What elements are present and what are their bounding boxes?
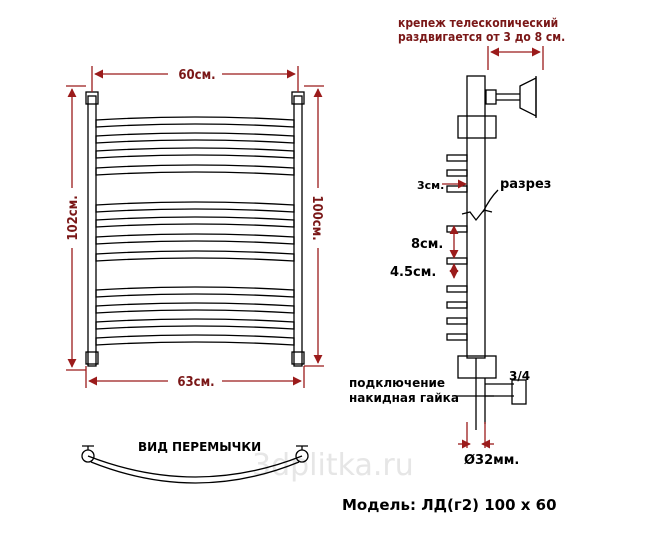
dim45-label: 4.5см. xyxy=(390,265,437,280)
rail-stub-8 xyxy=(447,318,467,324)
rail-stub-3 xyxy=(447,186,467,192)
connection-line1: подключение xyxy=(349,376,446,390)
model-label: Модель: ЛД(г2) 100 х 60 xyxy=(342,496,557,514)
right-height-label: 100см. xyxy=(309,195,324,241)
bridge-view-label: ВИД ПЕРЕМЫЧКИ xyxy=(138,440,262,454)
rail-9 xyxy=(96,287,294,297)
rail-stub-5 xyxy=(447,258,467,264)
left-height-label: 102см. xyxy=(66,195,81,241)
rail-stub-6 xyxy=(447,286,467,292)
rail-3 xyxy=(96,148,294,158)
rail-7 xyxy=(96,234,294,244)
watermark: 3dplitka.ru xyxy=(252,448,414,483)
wall-flange xyxy=(520,78,536,116)
bracket-block xyxy=(486,90,496,104)
mount-note-line1: крепеж телескопический xyxy=(398,16,559,30)
rail-5 xyxy=(96,202,294,212)
rails xyxy=(96,117,294,345)
dim3-label: 3см. xyxy=(417,179,445,192)
fitting-label: 3/4 xyxy=(509,369,531,383)
right-post xyxy=(294,96,302,366)
union-nut xyxy=(512,380,526,404)
upper-collar xyxy=(458,116,496,138)
rail-10 xyxy=(96,303,294,313)
rail-4 xyxy=(96,165,294,175)
rail-11 xyxy=(96,319,294,329)
diameter-label: Ø32мм. xyxy=(464,453,520,468)
lower-collar xyxy=(458,356,496,378)
dim8-label: 8см. xyxy=(411,237,444,252)
bridge-left-cap xyxy=(82,446,94,450)
rail-stub-7 xyxy=(447,302,467,308)
mount-note-line2: раздвигается от 3 до 8 см. xyxy=(398,30,566,44)
rail-6 xyxy=(96,217,294,227)
rail-stubs xyxy=(447,155,467,340)
rail-stub-9 xyxy=(447,334,467,340)
rail-1 xyxy=(96,117,294,127)
rail-12 xyxy=(96,335,294,345)
rail-stub-1 xyxy=(447,155,467,161)
left-post xyxy=(88,96,96,366)
connection-line2: накидная гайка xyxy=(349,391,459,405)
side-post xyxy=(467,76,485,358)
rail-stub-4 xyxy=(447,226,467,232)
bottom-width-label: 63см. xyxy=(177,375,215,390)
top-width-label: 60см. xyxy=(178,68,216,83)
section-label: разрез xyxy=(500,177,552,192)
rail-stub-2 xyxy=(447,170,467,176)
side-view xyxy=(349,16,565,468)
front-view xyxy=(66,66,324,390)
rail-8 xyxy=(96,251,294,261)
rail-2 xyxy=(96,133,294,143)
